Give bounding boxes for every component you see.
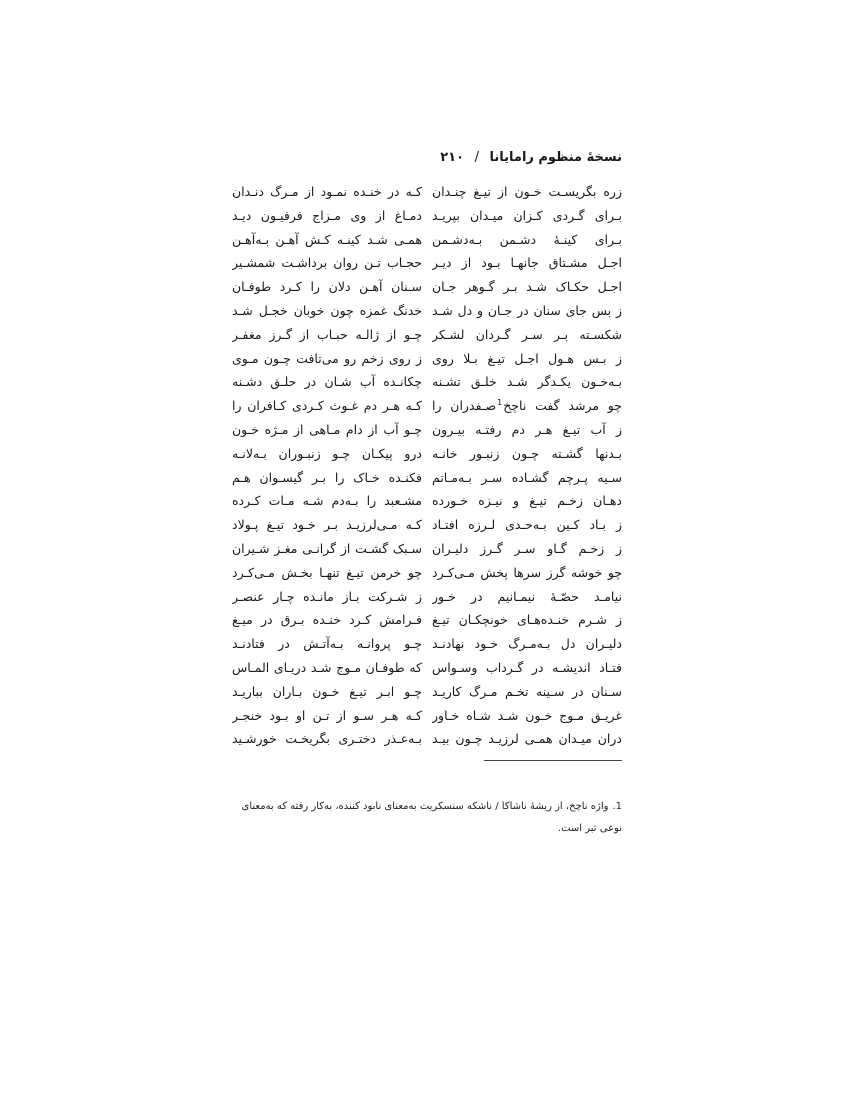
verse-line: ز بـاد کـین بـه‌حـدی لـرزه افتـاد <box>432 517 622 533</box>
verse-line: ز آب تیـغ هـر دم رفتـه بیـرون <box>432 421 622 437</box>
verse-text: صـفدران را <box>432 398 497 414</box>
verse-line: چو خوشه گرز سرها پخش مـی‌کـرد <box>432 564 622 580</box>
verse-line: کـه هـر سـو از تـن او بـود خنجـر <box>232 707 422 723</box>
verse-line: خدنگ غمزه چون خوبان خجـل شـد <box>232 302 422 318</box>
verse-line: ز بس جای سنان در جـان و دل شـد <box>432 302 622 318</box>
book-title: نسخهٔ منظوم رامایانا <box>489 150 622 165</box>
verse-line: چـو آب از دام مـاهی از مـژه خـون <box>232 421 422 437</box>
verse-line: چـو ابـر تیـغ خـون بـاران بباریـد <box>232 683 422 699</box>
verse-line: دلیـران دل بـه‌مـرگ خـود نهادنـد <box>432 636 622 652</box>
verse-line: دمـاغ از وی مـزاج فرفیـون دیـد <box>232 207 422 223</box>
verse-line: سـیه پـرچم گشـاده سـر بـه‌مـاتم <box>432 469 622 485</box>
verse-line-with-footnote <box>432 394 622 418</box>
footnote-divider <box>484 760 622 761</box>
verse-line: دران میـدان همـی لرزیـد چـون بیـد <box>432 731 622 747</box>
verse-line: کـه در خنـده نمـود از مـرگ دنـدان <box>232 184 422 199</box>
verse-line: ز زخـم گـاو سـر گـرز دلیـران <box>432 540 622 556</box>
verse-line: غریـق مـوج خـون شـد شـاه خـاور <box>432 707 622 723</box>
verse-line: بـدنها گشـته چـون زنبـور خانـه <box>432 445 622 461</box>
verse-line: حجـاب تـن روان برداشـت شمشـیر <box>232 255 422 271</box>
verse-line: سـبک گشـت از گرانـی مغـز شـیران <box>232 540 422 556</box>
footnote <box>227 796 622 840</box>
verse-line: بـرای گـردی کـزان میـدان بپریـد <box>432 207 622 223</box>
verse-line: کـه هـر دم غـوث کـردی کـافران را <box>232 398 422 414</box>
verse-line: بـه‌عـذر دختـری بگریخـت خورشـید <box>232 731 422 747</box>
verse-line: ز شـرکت بـاز مانـده چـار عنصـر <box>232 588 422 604</box>
verse-line: زره بگریسـت خـون از تیـغ چنـدان <box>432 184 622 199</box>
verse-line: که طوفـان مـوج شـد دریـای المـاس <box>232 659 422 675</box>
running-header <box>440 150 622 165</box>
verse-line: فتـاد اندیشـه در گـرداب وسـواس <box>432 659 622 675</box>
footnote-number: 1. <box>612 801 622 812</box>
verse-line: فـرامش کـرد خنـده بـرق در میـغ <box>232 612 422 628</box>
verse-line: چو خرمن تیـغ تنهـا بخـش مـی‌کـرد <box>232 564 422 580</box>
footnote-text: واژه ناچخ، از ریشهٔ ناشاکا / ناشکه سنسکریت به‌معنای نابود کننده، به‌کار رفته که به‌معنای نوعی تبر است. <box>241 801 622 834</box>
verse-line: چـو پروانـه بـه‌آتـش در فتادنـد <box>232 636 422 652</box>
verse-line: کـه مـی‌لرزیـد بـر خـود تیـغ پـولاد <box>232 517 422 533</box>
verse-line: ز روی زخم رو می‌تافت چـون مـوی <box>232 350 422 366</box>
verse-line: اجـل حکـاک شـد بـر گـوهر جـان <box>432 279 622 295</box>
verse-text: چو مرشد گفت ناچخ <box>503 398 622 414</box>
verse-line: شکسـته بـر سـر گـردان لشـکر <box>432 326 622 342</box>
verse-line: ز بـس هـول اجـل تیـغ بـلا روی <box>432 350 622 366</box>
verse-line: همـی شـد کینـه کـش آهـن بـه‌آهـن <box>232 231 422 247</box>
verse-column-right <box>432 180 622 751</box>
verse-line: سـنان آهـن دلان را کـرد طوفـان <box>232 279 422 295</box>
verse-line: درو پیکـان چـو زنبـوران بـه‌لانـه <box>232 445 422 461</box>
verse-line: مشـعبد را بـه‌دم شـه مـات کـرده <box>232 493 422 509</box>
verse-line: ز شـرم خنـده‌هـای خونچکـان تیـغ <box>432 612 622 628</box>
verse-line: اجـل مشـتاق جانهـا بـود از دیـر <box>432 255 622 271</box>
verse-line: بـرای کینـهٔ دشـمن بـه‌دشـمن <box>432 231 622 247</box>
verse-line: بـه‌خـون یکـدگر شـد خلـق تشـنه <box>432 374 622 390</box>
page-number: ۲۱۰ <box>440 150 465 165</box>
verse-line: چکانـده آب شـان در حلـق دشـنه <box>232 374 422 390</box>
footnote-reference[interactable]: 1 <box>497 398 503 408</box>
verse-line: فکنـده خـاک را بـر گیسـوان هـم <box>232 469 422 485</box>
verse-line: نیامـد حصّـهٔ نیمـانیم در خـور <box>432 588 622 604</box>
verse-line: چـو از ژالـه حبـاب از گـرز مغفـر <box>232 326 422 342</box>
header-separator: / <box>474 150 479 165</box>
verse-column-left <box>232 180 422 751</box>
verse-line: سـنان در سـینه تخـم مـرگ کاریـد <box>432 683 622 699</box>
verse-line: دهـان زخـم تیـغ و نیـزه خـورده <box>432 493 622 509</box>
